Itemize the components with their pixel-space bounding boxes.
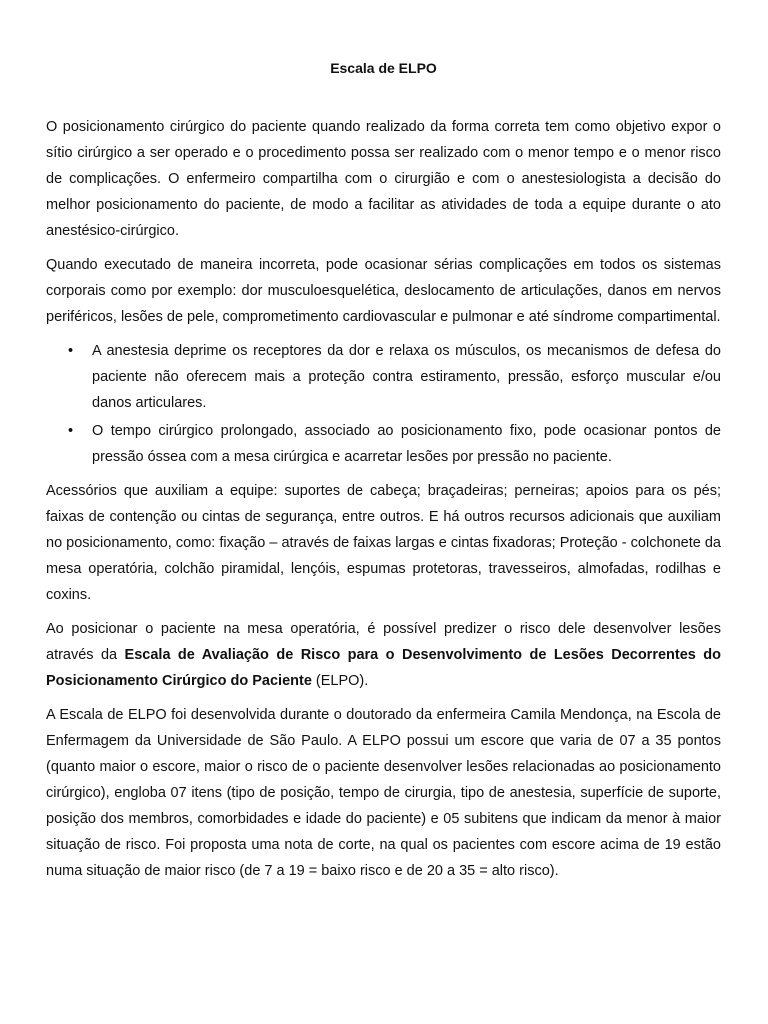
document-page	[46, 58, 721, 892]
bullet-text: O tempo cirúrgico prolongado, associado ao posicionamento fixo, pode ocasionar pontos de pressão óssea com a mesa cirúrgica e acarretar lesões por pressão no paciente.	[92, 423, 721, 465]
paragraph-text: (ELPO).	[311, 673, 369, 689]
list-item	[46, 338, 721, 416]
paragraph-text: Ao posicionar o paciente na mesa operatória, é possível predizer o risco dele desenvolver lesões através da	[46, 621, 721, 663]
bullet-text: A anestesia deprime os receptores da dor e relaxa os músculos, os mecanismos de defesa do paciente não oferecem mais a proteção contra estiramento, pressão, esforço muscular e/ou danos articulares.	[92, 343, 721, 411]
scale-name-bold: Escala de Avaliação de Risco para o Desenvolvimento de Lesões Decorrentes do Posicionamento Cirúrgico do Paciente	[46, 647, 721, 689]
bullet-list	[46, 338, 721, 470]
bullet-icon: •	[68, 343, 74, 359]
paragraph-elpo-description: A Escala de ELPO foi desenvolvida durante o doutorado da enfermeira Camila Mendonça, na Escola de Enfermagem da Universidade de São Paulo. A ELPO possui um escore que varia de 07 a 35 pontos (quanto maior o escore, maior o risco de o paciente desenvolver lesões relacionadas ao posicionamento cirúrgico), engloba 07 itens (tipo de posição, tempo de cirurgia, tipo de anestesia, superfície de suporte, posição dos membros, comorbidades e idade do paciente) e 05 subitens que indicam da menor à maior situação de risco. Foi proposta uma nota de corte, na qual os pacientes com escore acima de 19 estão numa situação de maior risco (de 7 a 19 = baixo risco e de 20 a 35 = alto risco).	[46, 707, 721, 879]
document-title: Escala de ELPO	[330, 60, 437, 76]
list-item	[46, 418, 721, 470]
paragraph-intro: O posicionamento cirúrgico do paciente quando realizado da forma correta tem como objetivo expor o sítio cirúrgico a ser operado e o procedimento possa ser realizado com o menor tempo e o menor risco de complicações. O enfermeiro compartilha com o cirurgião e com o anestesiologista a decisão do melhor posicionamento do paciente, de modo a facilitar as atividades de toda a equipe durante o ato anestésico-cirúrgico.	[46, 119, 721, 239]
paragraph-complications: Quando executado de maneira incorreta, pode ocasionar sérias complicações em todos os sistemas corporais como por exemplo: dor musculoesquelética, deslocamento de articulações, danos em nervos periféricos, lesões de pele, comprometimento cardiovascular e pulmonar e até síndrome compartimental.	[46, 257, 721, 325]
paragraph-elpo-reference	[46, 616, 721, 694]
bullet-icon: •	[68, 423, 74, 439]
paragraph-accessories: Acessórios que auxiliam a equipe: suportes de cabeça; braçadeiras; perneiras; apoios para os pés; faixas de contenção ou cintas de segurança, entre outros. E há outros recursos adicionais que auxiliam no posicionamento, como: fixação – através de faixas largas e cintas fixadoras; Proteção - colchonete da mesa operatória, colchão piramidal, lençóis, espumas protetoras, travesseiros, almofadas, rodilhas e coxins.	[46, 483, 721, 603]
